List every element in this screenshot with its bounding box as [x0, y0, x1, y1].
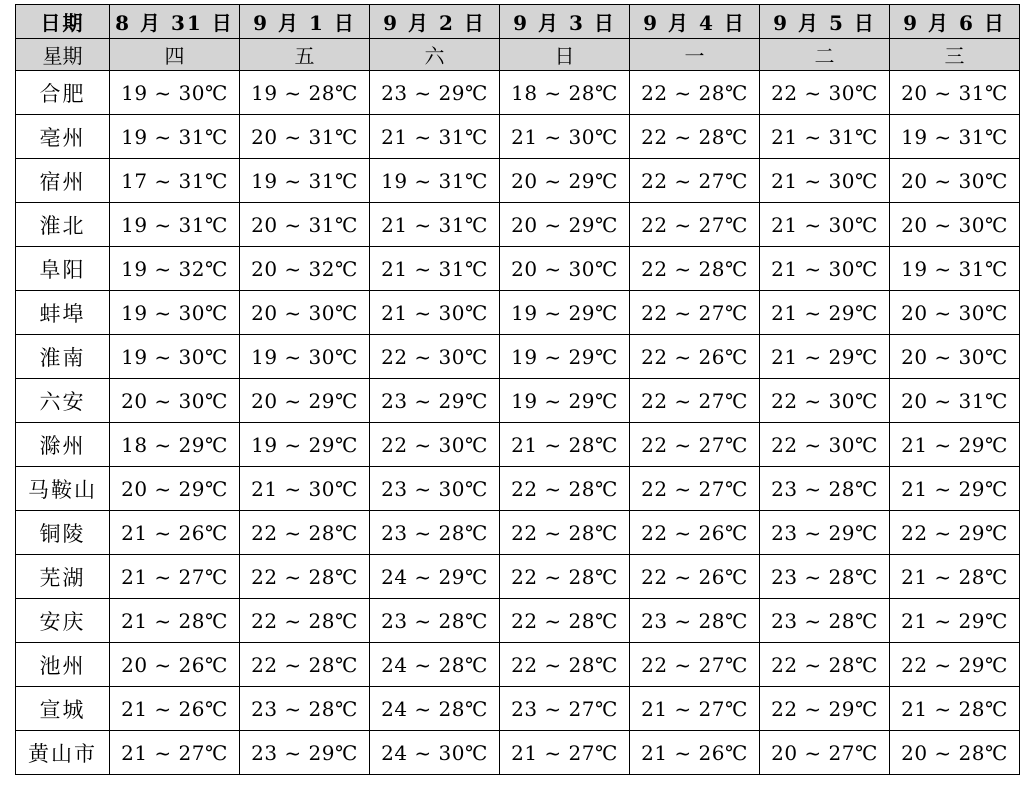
temperature-range-cell: 20 ~ 29℃ [110, 467, 240, 511]
temperature-range-cell: 22 ~ 27℃ [630, 379, 760, 423]
table-row [16, 71, 1020, 115]
temperature-range-cell: 19 ~ 31℃ [110, 115, 240, 159]
temperature-range-cell: 20 ~ 32℃ [240, 247, 370, 291]
temperature-range-cell: 21 ~ 28℃ [890, 555, 1020, 599]
temperature-range-cell: 22 ~ 28℃ [500, 555, 630, 599]
temperature-range-cell: 21 ~ 28℃ [110, 599, 240, 643]
date-header-cell: 9 月 1 日 [240, 5, 370, 39]
table-row [16, 291, 1020, 335]
weekday-cell: 一 [630, 39, 760, 71]
temperature-range-cell: 19 ~ 31℃ [890, 115, 1020, 159]
temperature-range-cell: 23 ~ 28℃ [630, 599, 760, 643]
temperature-range-cell: 22 ~ 28℃ [630, 247, 760, 291]
temperature-range-cell: 20 ~ 29℃ [500, 159, 630, 203]
temperature-range-cell: 21 ~ 27℃ [110, 731, 240, 775]
temperature-range-cell: 21 ~ 29℃ [760, 335, 890, 379]
temperature-range-cell: 19 ~ 29℃ [500, 335, 630, 379]
city-name-cell: 宿州 [16, 159, 110, 203]
temperature-range-cell: 18 ~ 28℃ [500, 71, 630, 115]
date-header-row [16, 5, 1020, 39]
temperature-range-cell: 20 ~ 29℃ [240, 379, 370, 423]
table-row [16, 203, 1020, 247]
temperature-range-cell: 19 ~ 30℃ [110, 335, 240, 379]
temperature-range-cell: 23 ~ 30℃ [370, 467, 500, 511]
temperature-range-cell: 20 ~ 30℃ [890, 335, 1020, 379]
temperature-range-cell: 19 ~ 30℃ [240, 335, 370, 379]
temperature-range-cell: 21 ~ 28℃ [890, 687, 1020, 731]
city-name-cell: 六安 [16, 379, 110, 423]
city-name-cell: 阜阳 [16, 247, 110, 291]
table-row [16, 335, 1020, 379]
temperature-range-cell: 20 ~ 30℃ [890, 203, 1020, 247]
table-row [16, 687, 1020, 731]
temperature-range-cell: 20 ~ 31℃ [890, 379, 1020, 423]
temperature-range-cell: 19 ~ 31℃ [240, 159, 370, 203]
city-name-cell: 芜湖 [16, 555, 110, 599]
table-row [16, 599, 1020, 643]
date-header-cell: 9 月 5 日 [760, 5, 890, 39]
temperature-range-cell: 20 ~ 30℃ [890, 291, 1020, 335]
city-name-cell: 宣城 [16, 687, 110, 731]
date-header-cell: 8 月 31 日 [110, 5, 240, 39]
temperature-range-cell: 21 ~ 30℃ [760, 159, 890, 203]
table-header [16, 5, 1020, 71]
temperature-range-cell: 21 ~ 26℃ [630, 731, 760, 775]
temperature-range-cell: 22 ~ 27℃ [630, 203, 760, 247]
city-name-cell: 淮南 [16, 335, 110, 379]
city-name-cell: 池州 [16, 643, 110, 687]
temperature-range-cell: 21 ~ 30℃ [760, 247, 890, 291]
temperature-range-cell: 21 ~ 27℃ [500, 731, 630, 775]
temperature-range-cell: 19 ~ 30℃ [110, 291, 240, 335]
temperature-range-cell: 22 ~ 28℃ [630, 71, 760, 115]
temperature-range-cell: 24 ~ 28℃ [370, 687, 500, 731]
temperature-range-cell: 22 ~ 28℃ [240, 643, 370, 687]
temperature-range-cell: 20 ~ 30℃ [890, 159, 1020, 203]
city-name-cell: 铜陵 [16, 511, 110, 555]
temperature-range-cell: 22 ~ 28℃ [500, 599, 630, 643]
table-row [16, 115, 1020, 159]
temperature-range-cell: 24 ~ 28℃ [370, 643, 500, 687]
weekday-cell: 四 [110, 39, 240, 71]
date-header-cell: 9 月 4 日 [630, 5, 760, 39]
date-header-label: 日期 [16, 5, 110, 39]
temperature-range-cell: 19 ~ 31℃ [110, 203, 240, 247]
city-name-cell: 黄山市 [16, 731, 110, 775]
temperature-range-cell: 20 ~ 30℃ [110, 379, 240, 423]
temperature-range-cell: 20 ~ 29℃ [500, 203, 630, 247]
temperature-range-cell: 22 ~ 26℃ [630, 511, 760, 555]
temperature-range-cell: 21 ~ 30℃ [500, 115, 630, 159]
temperature-range-cell: 22 ~ 27℃ [630, 467, 760, 511]
temperature-range-cell: 23 ~ 29℃ [240, 731, 370, 775]
weekday-cell: 二 [760, 39, 890, 71]
temperature-range-cell: 23 ~ 28℃ [240, 687, 370, 731]
temperature-range-cell: 22 ~ 28℃ [240, 599, 370, 643]
temperature-range-cell: 21 ~ 28℃ [500, 423, 630, 467]
temperature-range-cell: 19 ~ 31℃ [890, 247, 1020, 291]
temperature-range-cell: 21 ~ 27℃ [110, 555, 240, 599]
weekday-cell: 五 [240, 39, 370, 71]
temperature-range-cell: 22 ~ 30℃ [370, 335, 500, 379]
temperature-range-cell: 23 ~ 29℃ [760, 511, 890, 555]
temperature-range-cell: 18 ~ 29℃ [110, 423, 240, 467]
temperature-range-cell: 23 ~ 28℃ [760, 555, 890, 599]
city-name-cell: 合肥 [16, 71, 110, 115]
temperature-range-cell: 23 ~ 28℃ [370, 511, 500, 555]
temperature-range-cell: 22 ~ 28℃ [500, 467, 630, 511]
temperature-range-cell: 19 ~ 29℃ [240, 423, 370, 467]
date-header-cell: 9 月 2 日 [370, 5, 500, 39]
temperature-range-cell: 21 ~ 29℃ [890, 467, 1020, 511]
temperature-range-cell: 20 ~ 28℃ [890, 731, 1020, 775]
temperature-range-cell: 19 ~ 29℃ [500, 379, 630, 423]
temperature-range-cell: 22 ~ 28℃ [760, 643, 890, 687]
temperature-range-cell: 22 ~ 28℃ [240, 511, 370, 555]
temperature-range-cell: 21 ~ 31℃ [760, 115, 890, 159]
temperature-range-cell: 20 ~ 30℃ [500, 247, 630, 291]
temperature-range-cell: 21 ~ 26℃ [110, 511, 240, 555]
table-row [16, 467, 1020, 511]
temperature-range-cell: 19 ~ 31℃ [370, 159, 500, 203]
weekday-cell: 三 [890, 39, 1020, 71]
temperature-range-cell: 22 ~ 27℃ [630, 423, 760, 467]
temperature-range-cell: 19 ~ 32℃ [110, 247, 240, 291]
temperature-range-cell: 21 ~ 27℃ [630, 687, 760, 731]
temperature-range-cell: 22 ~ 28℃ [240, 555, 370, 599]
temperature-range-cell: 21 ~ 30℃ [760, 203, 890, 247]
forecast-table [15, 4, 1020, 775]
city-name-cell: 安庆 [16, 599, 110, 643]
temperature-range-cell: 20 ~ 31℃ [240, 115, 370, 159]
temperature-range-cell: 22 ~ 27℃ [630, 159, 760, 203]
temperature-range-cell: 21 ~ 31℃ [370, 203, 500, 247]
temperature-range-cell: 21 ~ 30℃ [370, 291, 500, 335]
temperature-range-cell: 22 ~ 30℃ [370, 423, 500, 467]
table-row [16, 511, 1020, 555]
temperature-range-cell: 20 ~ 26℃ [110, 643, 240, 687]
temperature-range-cell: 19 ~ 30℃ [110, 71, 240, 115]
weekday-cell: 日 [500, 39, 630, 71]
temperature-range-cell: 22 ~ 30℃ [760, 423, 890, 467]
temperature-range-cell: 20 ~ 30℃ [240, 291, 370, 335]
table-row [16, 379, 1020, 423]
table-row [16, 643, 1020, 687]
temperature-range-cell: 21 ~ 29℃ [760, 291, 890, 335]
temperature-range-cell: 22 ~ 29℃ [890, 643, 1020, 687]
temperature-range-cell: 22 ~ 27℃ [630, 643, 760, 687]
table-row [16, 423, 1020, 467]
temperature-range-cell: 22 ~ 26℃ [630, 555, 760, 599]
temperature-range-cell: 23 ~ 28℃ [760, 599, 890, 643]
temperature-range-cell: 23 ~ 29℃ [370, 71, 500, 115]
temperature-range-cell: 22 ~ 26℃ [630, 335, 760, 379]
temperature-range-cell: 23 ~ 28℃ [370, 599, 500, 643]
temperature-range-cell: 17 ~ 31℃ [110, 159, 240, 203]
temperature-range-cell: 23 ~ 28℃ [760, 467, 890, 511]
city-name-cell: 马鞍山 [16, 467, 110, 511]
date-header-cell: 9 月 6 日 [890, 5, 1020, 39]
city-name-cell: 淮北 [16, 203, 110, 247]
temperature-range-cell: 20 ~ 31℃ [240, 203, 370, 247]
city-name-cell: 蚌埠 [16, 291, 110, 335]
temperature-range-cell: 22 ~ 29℃ [760, 687, 890, 731]
table-body [16, 71, 1020, 775]
table-row [16, 159, 1020, 203]
temperature-range-cell: 23 ~ 27℃ [500, 687, 630, 731]
city-name-cell: 亳州 [16, 115, 110, 159]
date-header-cell: 9 月 3 日 [500, 5, 630, 39]
temperature-range-cell: 22 ~ 28℃ [630, 115, 760, 159]
temperature-range-cell: 22 ~ 28℃ [500, 511, 630, 555]
weekday-header-row [16, 39, 1020, 71]
temperature-range-cell: 21 ~ 26℃ [110, 687, 240, 731]
temperature-range-cell: 23 ~ 29℃ [370, 379, 500, 423]
weekday-header-label: 星期 [16, 39, 110, 71]
table-row [16, 731, 1020, 775]
table-row [16, 555, 1020, 599]
temperature-range-cell: 20 ~ 27℃ [760, 731, 890, 775]
temperature-range-cell: 21 ~ 29℃ [890, 423, 1020, 467]
temperature-range-cell: 21 ~ 31℃ [370, 247, 500, 291]
temperature-range-cell: 22 ~ 28℃ [500, 643, 630, 687]
temperature-range-cell: 22 ~ 30℃ [760, 379, 890, 423]
temperature-range-cell: 20 ~ 31℃ [890, 71, 1020, 115]
table-row [16, 247, 1020, 291]
temperature-range-cell: 21 ~ 31℃ [370, 115, 500, 159]
temperature-range-cell: 24 ~ 30℃ [370, 731, 500, 775]
temperature-range-cell: 24 ~ 29℃ [370, 555, 500, 599]
temperature-range-cell: 19 ~ 28℃ [240, 71, 370, 115]
temperature-range-cell: 21 ~ 30℃ [240, 467, 370, 511]
temperature-range-cell: 21 ~ 29℃ [890, 599, 1020, 643]
temperature-range-cell: 22 ~ 29℃ [890, 511, 1020, 555]
temperature-range-cell: 22 ~ 30℃ [760, 71, 890, 115]
temperature-range-cell: 22 ~ 27℃ [630, 291, 760, 335]
city-name-cell: 滁州 [16, 423, 110, 467]
temperature-range-cell: 19 ~ 29℃ [500, 291, 630, 335]
weekday-cell: 六 [370, 39, 500, 71]
